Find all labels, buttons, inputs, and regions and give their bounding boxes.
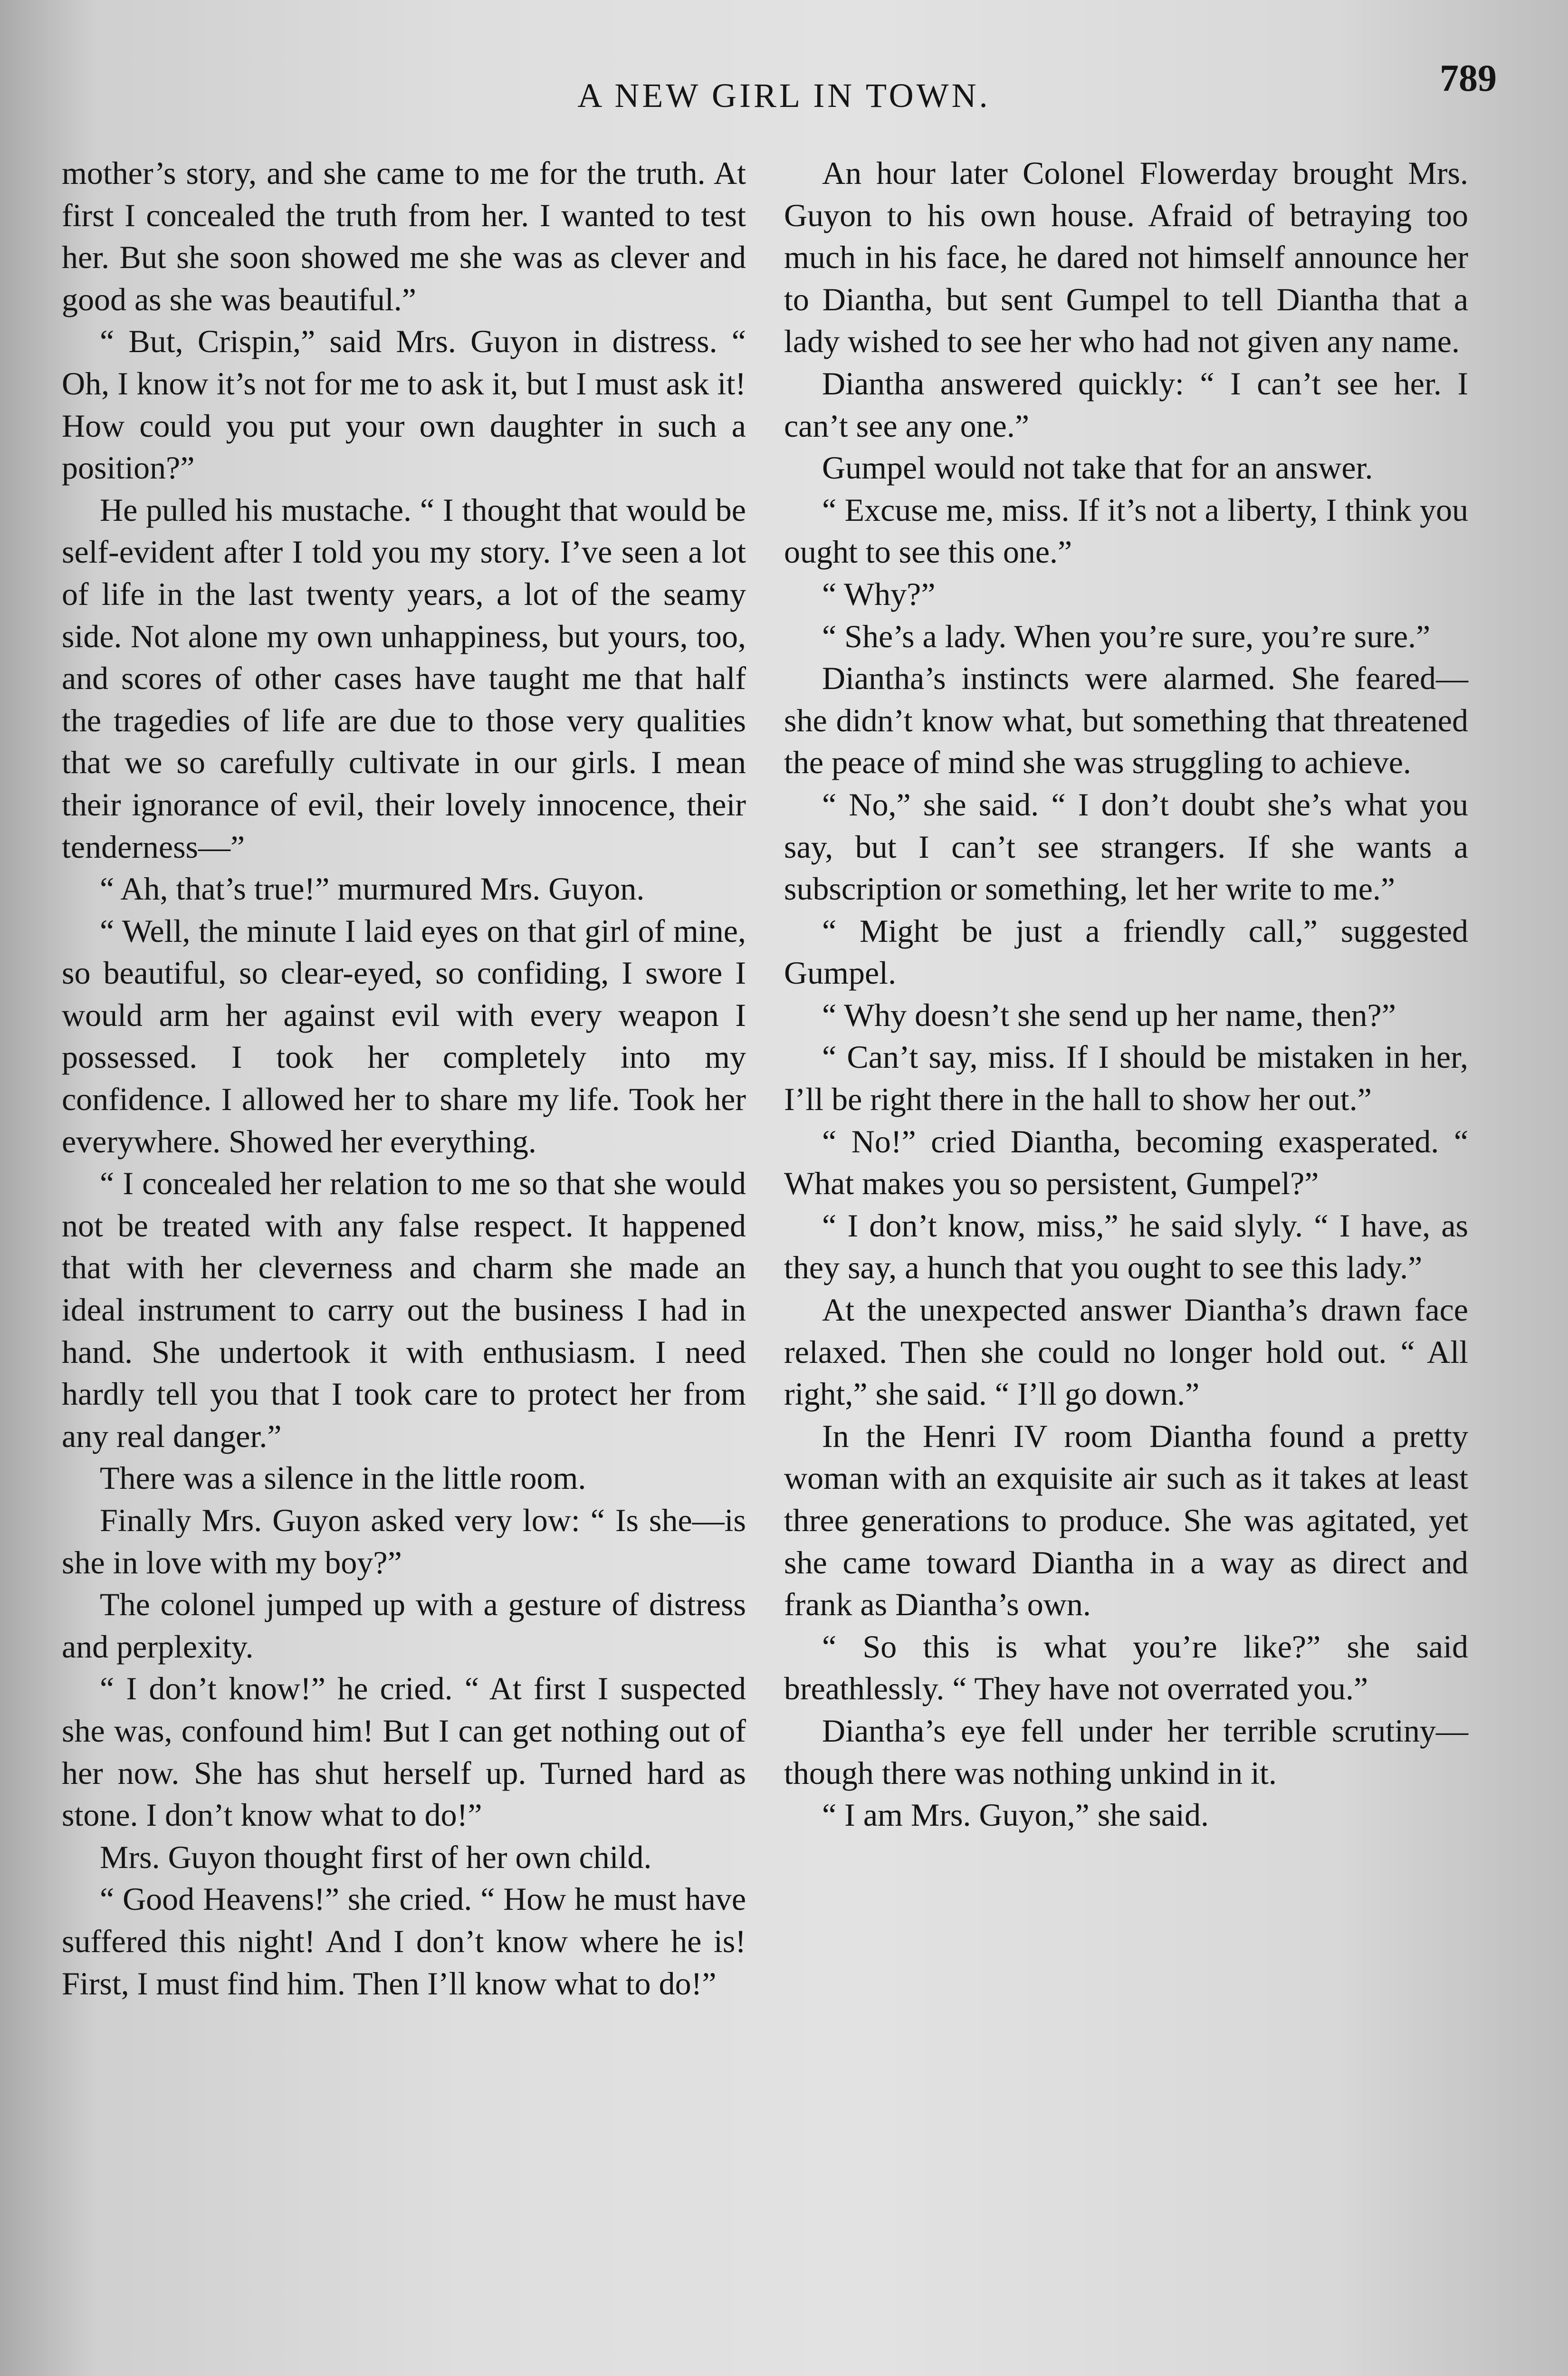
paragraph: Diantha’s eye fell under her terrible scrutiny—though there was nothing unkind in it. [784, 1712, 1468, 1791]
paragraph: He pulled his mustache. “ I thought that would be self-evident after I told you my story. I’ve seen a lot of life in the last twenty years, a lot of the seamy side. Not alone my own unhappiness, but yours, too, and scores of other cases have taught me that half the tragedies of life are due to those very qualities that we so carefully cultivate in our girls. I mean their ignorance of evil, their lovely innocence, their tenderness—” [62, 491, 746, 865]
paragraph: “ No,” she said. “ I don’t doubt she’s what you say, but I can’t see strangers. If she wants a subscription or something, let her write to me.” [784, 786, 1468, 907]
paragraph: “ She’s a lady. When you’re sure, you’re sure.” [822, 618, 1431, 654]
paragraph: The colonel jumped up with a gesture of distress and perplexity. [62, 1586, 746, 1665]
paragraph: “ No!” cried Diantha, becoming exasperated. “ What makes you so persistent, Gumpel?” [784, 1123, 1468, 1202]
paragraph: “ Can’t say, miss. If I should be mistaken in her, I’ll be right there in the hall to show her out.” [784, 1039, 1468, 1118]
paragraph: “ But, Crispin,” said Mrs. Guyon in distress. “ Oh, I know it’s not for me to ask it, but I must ask it! How could you put your own daughter in such a position?” [62, 323, 746, 486]
right-column [784, 152, 1468, 2376]
paragraph: Finally Mrs. Guyon asked very low: “ Is she—is she in love with my boy?” [62, 1502, 746, 1581]
paragraph: “ So this is what you’re like?” she said breathlessly. “ They have not overrated you.” [784, 1628, 1468, 1707]
paragraph: There was a silence in the little room. [100, 1460, 586, 1496]
paragraph: “ Why doesn’t she send up her name, then?” [822, 996, 1396, 1033]
paragraph: Gumpel would not take that for an answer. [822, 450, 1373, 486]
paragraph: “ I am Mrs. Guyon,” she said. [822, 1797, 1209, 1833]
paragraph: “ Excuse me, miss. If it’s not a liberty, I think you ought to see this one.” [784, 491, 1468, 570]
paragraph: In the Henri IV room Diantha found a pretty woman with an exquisite air such as it takes at least three generations to produce. She was agitated, yet she came toward Diantha in a way as direct and frank as Diantha’s own. [784, 1418, 1468, 1623]
running-title: A NEW GIRL IN TOWN. [577, 77, 991, 115]
paragraph: “ I don’t know!” he cried. “ At first I suspected she was, confound him! But I can get nothing out of her now. She has shut herself up. Turned hard as stone. I don’t know what to do!” [62, 1670, 746, 1833]
paragraph: Mrs. Guyon thought first of her own child. [100, 1839, 652, 1875]
paragraph: mother’s story, and she came to me for the truth. At first I concealed the truth from her. I wanted to test her. But she soon showed me she was as clever and good as she was beautiful.” [62, 155, 746, 317]
paragraph: At the unexpected answer Diantha’s drawn face relaxed. Then she could no longer hold out. “ All right,” she said. “ I’ll go down.” [784, 1292, 1468, 1412]
paragraph: “ Ah, that’s true!” murmured Mrs. Guyon. [100, 871, 645, 907]
paragraph: “ Might be just a friendly call,” suggested Gumpel. [784, 912, 1468, 991]
paragraph: “ Why?” [822, 575, 936, 612]
paragraph: “ I don’t know, miss,” he said slyly. “ I have, as they say, a hunch that you ought to see this lady.” [784, 1207, 1468, 1286]
left-column [62, 152, 746, 2376]
paragraph: “ Good Heavens!” she cried. “ How he must have suffered this night! And I don’t know where he is! First, I must find him. Then I’ll know what to do!” [62, 1881, 746, 2002]
paragraph: Diantha’s instincts were alarmed. She feared—she didn’t know what, but something that threatened the peace of mind she was struggling to achieve. [784, 660, 1468, 781]
page-number: 789 [1440, 57, 1497, 99]
paragraph: “ I concealed her relation to me so that she would not be treated with any false respect. It happened that with her cleverness and charm she made an ideal instrument to carry out the business I had in hand. She undertook it with enthusiasm. I need hardly tell you that I took care to protect her from any real danger.” [62, 1165, 746, 1454]
paragraph: “ Well, the minute I laid eyes on that girl of mine, so beautiful, so clear-eyed, so confiding, I swore I would arm her against evil with every weapon I possessed. I took her completely into my confidence. I allowed her to share my life. Took her everywhere. Showed her everything. [62, 912, 746, 1159]
paragraph: An hour later Colonel Flowerday brought Mrs. Guyon to his own house. Afraid of betraying too much in his face, he dared not himself announce her to Diantha, but sent Gumpel to tell Diantha that a lady wished to see her who had not given any name. [784, 155, 1468, 360]
paragraph: Diantha answered quickly: “ I can’t see her. I can’t see any one.” [784, 365, 1468, 444]
